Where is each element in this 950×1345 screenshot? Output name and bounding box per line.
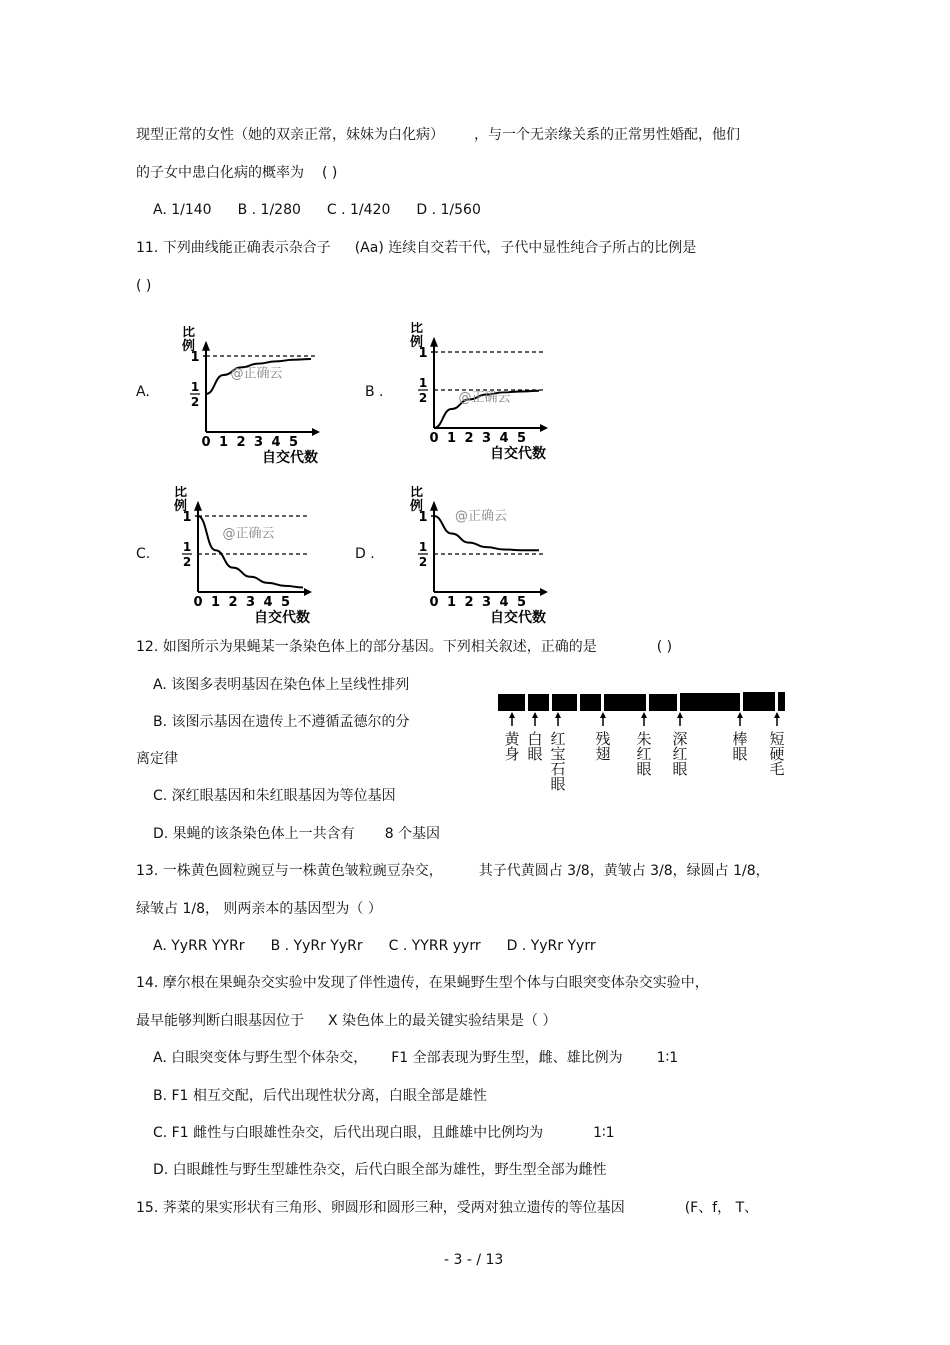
gene-label: 朱红眼 bbox=[636, 730, 652, 778]
y-tick-1: 1 bbox=[190, 350, 200, 365]
q14-option-b: B. F1 相互交配，后代出现性状分离，白眼全部是雄性 bbox=[153, 1088, 487, 1104]
x-tick-label: 5 bbox=[516, 431, 527, 446]
x-tick-label: 3 bbox=[481, 431, 492, 446]
q11-label-d: D . bbox=[355, 546, 375, 562]
x-tick-label: 0 bbox=[193, 595, 203, 610]
x-tick-label: 3 bbox=[245, 595, 256, 610]
q10-option-b: B . 1/280 bbox=[237, 202, 301, 218]
gene-arrowhead bbox=[555, 712, 561, 718]
x-axis-label: 自交代数 bbox=[254, 610, 310, 626]
q10-option-d: D . 1/560 bbox=[416, 202, 481, 218]
q10-line2: 的子女中患白化病的概率为 ( ) bbox=[136, 165, 338, 181]
x-tick-label: 4 bbox=[499, 595, 509, 610]
gene-label: 白眼 bbox=[527, 730, 543, 763]
x-tick-label: 2 bbox=[236, 435, 246, 450]
q11-label-b: B . bbox=[365, 384, 384, 400]
x-tick-label: 2 bbox=[228, 595, 238, 610]
y-tick-1: 1 bbox=[182, 510, 192, 525]
watermark: @正确云 bbox=[455, 508, 508, 524]
x-axis-label: 自交代数 bbox=[262, 450, 318, 466]
q13-option-d: D . YyRr Yyrr bbox=[506, 938, 596, 954]
x-tick-label: 3 bbox=[253, 435, 264, 450]
q13-options bbox=[153, 937, 596, 955]
x-tick-label: 4 bbox=[263, 595, 273, 610]
x-axis-arrow bbox=[540, 588, 548, 596]
x-axis-label: 自交代数 bbox=[490, 610, 546, 626]
page-number: - 3 - / 13 bbox=[444, 1252, 504, 1268]
x-tick-label: 0 bbox=[201, 435, 211, 450]
q14-option-d: D. 白眼雌性与野生型雄性杂交，后代白眼全部为雄性，野生型全部为雌性 bbox=[153, 1162, 607, 1178]
q11-stem: 11. 下列曲线能正确表示杂合子 (Aa) 连续自交若干代，子代中显性纯合子所占的比例是 bbox=[136, 240, 697, 256]
gene-arrows bbox=[509, 712, 780, 726]
chromosome-diagram bbox=[490, 686, 790, 806]
q12-option-d: D. 果蝇的该条染色体上一共含有 8 个基因 bbox=[153, 826, 441, 842]
q12-option-c: C. 深红眼基因和朱红眼基因为等位基因 bbox=[153, 788, 396, 804]
watermark: @正确云 bbox=[230, 366, 283, 382]
x-tick-label: 3 bbox=[481, 595, 492, 610]
x-axis-arrow bbox=[312, 428, 320, 436]
gene-arrowhead bbox=[737, 712, 743, 718]
gene-arrowhead bbox=[600, 712, 606, 718]
q15-line: 15. 荠菜的果实形状有三角形、卵圆形和圆形三种，受两对独立遗传的等位基因 (F、f， T、 bbox=[136, 1200, 759, 1216]
y-tick-half-numerator: 1 bbox=[182, 540, 192, 554]
y-tick-1: 1 bbox=[418, 346, 428, 361]
gene-label: 深红眼 bbox=[672, 730, 688, 778]
y-tick-half-denominator: 2 bbox=[190, 395, 200, 409]
q10-line1: 现型正常的女性（她的双亲正常，妹妹为白化病） ，与一个无亲缘关系的正常男性婚配，他们 bbox=[136, 127, 740, 143]
gene-label: 黄身 bbox=[504, 730, 520, 763]
x-tick-label: 1 bbox=[210, 595, 221, 610]
gene-label: 残翅 bbox=[595, 730, 611, 763]
y-tick-1: 1 bbox=[418, 510, 428, 525]
x-tick-label: 4 bbox=[271, 435, 281, 450]
gene-arrowhead bbox=[532, 712, 538, 718]
chart-c bbox=[162, 486, 342, 626]
y-tick-half-denominator: 2 bbox=[418, 391, 428, 405]
q10-option-c: C . 1/420 bbox=[326, 202, 391, 218]
q14-line2: 最早能够判断白眼基因位于 X 染色体上的最关键实验结果是（ ） bbox=[136, 1013, 557, 1029]
chromosome-bar bbox=[498, 692, 785, 711]
x-axis-arrow bbox=[540, 424, 548, 432]
y-axis-arrow bbox=[202, 341, 210, 351]
q11-label-c: C. bbox=[136, 546, 151, 562]
x-tick-label: 2 bbox=[464, 595, 474, 610]
chart-d bbox=[398, 486, 578, 626]
q14-option-a: A. 白眼突变体与野生型个体杂交， F1 全部表现为野生型，雌、雄比例为 1∶1 bbox=[153, 1050, 679, 1066]
x-axis-arrow bbox=[304, 588, 312, 596]
gene-label: 棒眼 bbox=[732, 730, 748, 763]
x-tick-label: 4 bbox=[499, 431, 509, 446]
y-tick-half-numerator: 1 bbox=[418, 540, 428, 554]
gene-label: 红宝石眼 bbox=[550, 730, 566, 793]
x-tick-label: 0 bbox=[429, 431, 439, 446]
x-tick-label: 1 bbox=[446, 595, 457, 610]
q12-option-b: B. 该图示基因在遗传上不遵循孟德尔的分 bbox=[153, 714, 410, 730]
q12-stem: 12. 如图所示为果蝇某一条染色体上的部分基因。下列相关叙述，正确的是 ( ) bbox=[136, 639, 673, 655]
q14-line1: 14. 摩尔根在果蝇杂交实验中发现了伴性遗传，在果蝇野生型个体与白眼突变体杂交实验中， bbox=[136, 975, 709, 991]
x-tick-label: 5 bbox=[280, 595, 291, 610]
q11-paren: ( ) bbox=[136, 278, 152, 294]
q13-option-c: C . YYRR yyrr bbox=[388, 938, 481, 954]
q13-option-b: B . YyRr YyRr bbox=[270, 938, 363, 954]
gene-label: 短硬毛 bbox=[769, 730, 785, 778]
q13-line1: 13. 一株黄色圆粒豌豆与一株黄色皱粒豌豆杂交， 其子代黄圆占 3/8，黄皱占 3/8，绿圆占 1/8， bbox=[136, 863, 770, 879]
chart-a bbox=[170, 326, 350, 466]
q10-option-a: A. 1/140 bbox=[153, 202, 212, 218]
gene-arrowhead bbox=[641, 712, 647, 718]
y-tick-half-numerator: 1 bbox=[190, 380, 200, 394]
x-tick-label: 2 bbox=[464, 431, 474, 446]
gene-arrowhead bbox=[509, 712, 515, 718]
y-axis-label: 比例 bbox=[174, 486, 188, 514]
x-tick-label: 1 bbox=[446, 431, 457, 446]
watermark: @正确云 bbox=[222, 526, 275, 542]
q14-option-c: C. F1 雌性与白眼雄性杂交，后代出现白眼，且雌雄中比例均为 1∶1 bbox=[153, 1125, 615, 1141]
x-tick-label: 1 bbox=[218, 435, 229, 450]
y-axis-label: 比例 bbox=[410, 486, 424, 514]
q12-option-b-cont: 离定律 bbox=[136, 751, 178, 767]
y-axis-arrow bbox=[430, 337, 438, 347]
y-tick-half-denominator: 2 bbox=[418, 555, 428, 569]
y-axis-label: 比例 bbox=[182, 326, 196, 354]
x-tick-label: 0 bbox=[429, 595, 439, 610]
gene-arrowhead bbox=[774, 712, 780, 718]
q13-option-a: A. YyRR YYRr bbox=[153, 938, 245, 954]
x-tick-label: 5 bbox=[516, 595, 527, 610]
x-tick-label: 5 bbox=[288, 435, 299, 450]
chart-b bbox=[398, 322, 578, 462]
gene-arrowhead bbox=[677, 712, 683, 718]
q13-line2: 绿皱占 1/8， 则两亲本的基因型为（ ） bbox=[136, 901, 382, 917]
q11-label-a: A. bbox=[136, 384, 150, 400]
y-axis-label: 比例 bbox=[410, 322, 424, 350]
y-tick-half-denominator: 2 bbox=[182, 555, 192, 569]
chromosome-svg bbox=[490, 686, 790, 726]
q10-options bbox=[153, 201, 481, 219]
y-axis-arrow bbox=[194, 501, 202, 511]
y-tick-half-numerator: 1 bbox=[418, 376, 428, 390]
x-axis-label: 自交代数 bbox=[490, 446, 546, 462]
watermark: @正确云 bbox=[458, 390, 511, 406]
y-axis-arrow bbox=[430, 501, 438, 511]
q12-option-a: A. 该图多表明基因在染色体上呈线性排列 bbox=[153, 677, 410, 693]
